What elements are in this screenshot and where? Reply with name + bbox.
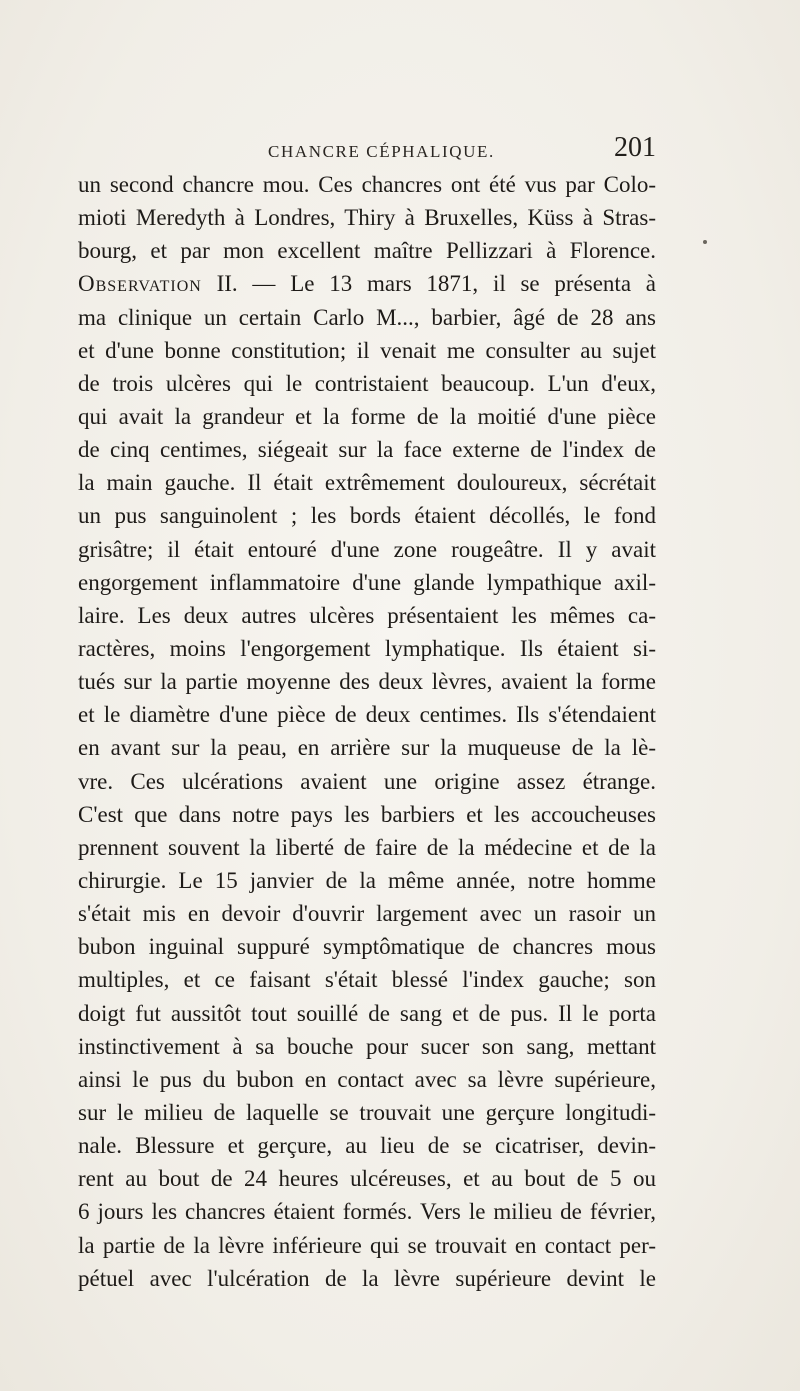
text-line: prennent souvent la liberté de faire de la médecine et de la xyxy=(78,834,656,860)
text-line: grisâtre; il était entouré d'une zone rougeâtre. Il y avait xyxy=(78,536,656,562)
text-line: rent au bout de 24 heures ulcéreuses, et au bout de 5 ou xyxy=(78,1166,656,1192)
page-header xyxy=(78,132,656,172)
body-text xyxy=(78,168,656,1295)
text-line: tués sur la partie moyenne des deux lèvres, avaient la forme xyxy=(78,669,656,695)
text-line: Observation II. — Le 13 mars 1871, il se présenta à xyxy=(78,271,656,297)
text-line: un pus sanguinolent ; les bords étaient décollés, le fond xyxy=(78,503,656,529)
text-line: et le diamètre d'une pièce de deux centimes. Ils s'étendaient xyxy=(78,702,656,728)
text-line: 6 jours les chancres étaient formés. Vers le milieu de février, xyxy=(78,1199,656,1225)
text-line: instinctivement à sa bouche pour sucer son sang, mettant xyxy=(78,1033,656,1059)
text-line: chirurgie. Le 15 janvier de la même année, notre homme xyxy=(78,867,656,893)
running-head: CHANCRE CÉPHALIQUE. xyxy=(268,142,495,161)
page-number: 201 xyxy=(614,132,656,163)
text-line: de trois ulcères qui le contristaient beaucoup. L'un d'eux, xyxy=(78,370,656,396)
text-line: mioti Meredyth à Londres, Thiry à Bruxelles, Küss à Stras- xyxy=(78,205,656,231)
text-line: laire. Les deux autres ulcères présentaient les mêmes ca- xyxy=(78,602,656,628)
observation-label: Observation xyxy=(78,271,202,297)
text-line: qui avait la grandeur et la forme de la moitié d'une pièce xyxy=(78,403,656,429)
margin-mark xyxy=(703,240,707,244)
text-line: nale. Blessure et gerçure, au lieu de se cicatriser, devin- xyxy=(78,1133,656,1159)
text-line: un second chancre mou. Ces chancres ont été vus par Colo- xyxy=(78,172,656,197)
text-line: la main gauche. Il était extrêmement douloureux, sécrétait xyxy=(78,470,656,496)
text-line: en avant sur la peau, en arrière sur la muqueuse de la lè- xyxy=(78,735,656,761)
text-line: bubon inguinal suppuré symptômatique de chancres mous xyxy=(78,934,656,960)
text-line: bourg, et par mon excellent maître Pellizzari à Florence. xyxy=(78,238,656,264)
text-line: ma clinique un certain Carlo M..., barbier, âgé de 28 ans xyxy=(78,304,656,330)
text-line: multiples, et ce faisant s'était blessé l'index gauche; son xyxy=(78,967,656,993)
text-line: C'est que dans notre pays les barbiers et les accoucheuses xyxy=(78,801,656,827)
text-line: ractères, moins l'engorgement lymphatique. Ils étaient si- xyxy=(78,635,656,661)
text-line: et d'une bonne constitution; il venait me consulter au sujet xyxy=(78,337,656,363)
text-line: vre. Ces ulcérations avaient une origine assez étrange. xyxy=(78,768,656,794)
text-line: la partie de la lèvre inférieure qui se trouvait en contact per- xyxy=(78,1232,656,1258)
text-line: ainsi le pus du bubon en contact avec sa lèvre supérieure, xyxy=(78,1066,656,1092)
text-line: sur le milieu de laquelle se trouvait une gerçure longitudi- xyxy=(78,1099,656,1125)
text-line: pétuel avec l'ulcération de la lèvre supérieure devint le xyxy=(78,1265,656,1291)
text-line: doigt fut aussitôt tout souillé de sang et de pus. Il le porta xyxy=(78,1000,656,1026)
text-line: engorgement inflammatoire d'une glande lympathique axil- xyxy=(78,569,656,595)
text-line: s'était mis en devoir d'ouvrir largement avec un rasoir un xyxy=(78,901,656,927)
text-line: de cinq centimes, siégeait sur la face externe de l'index de xyxy=(78,437,656,463)
